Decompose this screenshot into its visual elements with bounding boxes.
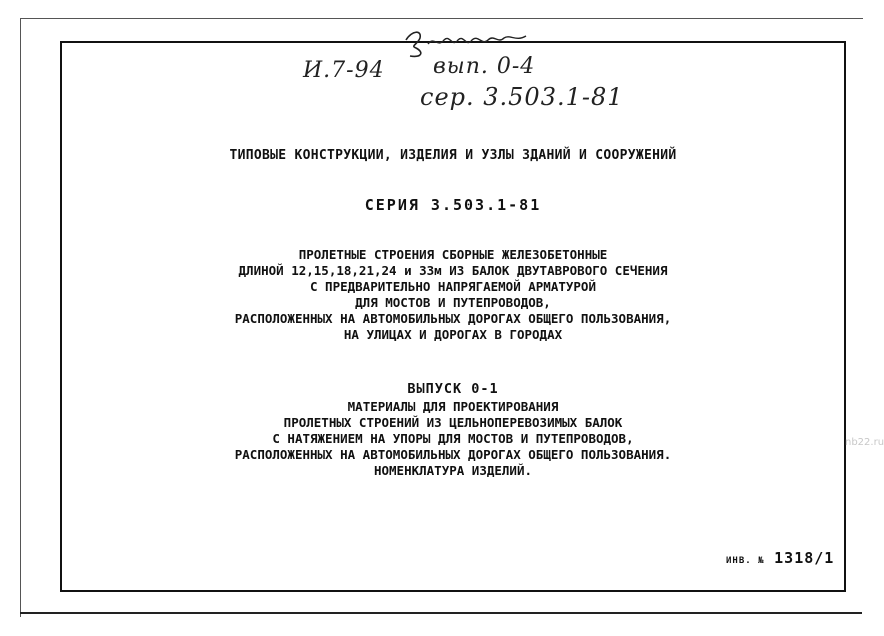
document-title: ТИПОВЫЕ КОНСТРУКЦИИ, ИЗДЕЛИЯ И УЗЛЫ ЗДАНИЙ И СООРУЖЕНИЙ: [229, 148, 677, 163]
issue-line: НОМЕНКЛАТУРА ИЗДЕЛИЙ.: [373, 463, 533, 478]
handwritten-issue-ref: вып. 0-4: [433, 54, 536, 79]
issue-line: МАТЕРИАЛЫ ДЛЯ ПРОЕКТИРОВАНИЯ: [347, 399, 559, 414]
issue-line: ПРОЛЕТНЫХ СТРОЕНИЙ ИЗ ЦЕЛЬНОПЕРЕВОЗИМЫХ БАЛОК: [283, 415, 623, 430]
description-line: ДЛИНОЙ 12,15,18,21,24 и 33м ИЗ БАЛОК ДВУТАВРОВОГО СЕЧЕНИЯ: [238, 263, 668, 278]
handwritten-series-ref: сер. 3.503.1-81: [420, 83, 624, 111]
description-line: ДЛЯ МОСТОВ И ПУТЕПРОВОДОВ,: [355, 295, 551, 310]
issue-code: ВЫПУСК 0-1: [407, 381, 499, 397]
description-block: [60, 247, 846, 343]
inventory-number: [726, 548, 834, 567]
description-line: РАСПОЛОЖЕННЫХ НА АВТОМОБИЛЬНЫХ ДОРОГАХ ОБЩЕГО ПОЛЬЗОВАНИЯ,: [234, 311, 672, 326]
issue-description-block: [60, 399, 846, 479]
issue-line: РАСПОЛОЖЕННЫХ НА АВТОМОБИЛЬНЫХ ДОРОГАХ ОБЩЕГО ПОЛЬЗОВАНИЯ.: [234, 447, 672, 462]
description-line: ПРОЛЕТНЫЕ СТРОЕНИЯ СБОРНЫЕ ЖЕЛЕЗОБЕТОННЫЕ: [298, 247, 608, 262]
description-line: С ПРЕДВАРИТЕЛЬНО НАПРЯГАЕМОЙ АРМАТУРОЙ: [310, 279, 596, 294]
issue-line: С НАТЯЖЕНИЕМ НА УПОРЫ ДЛЯ МОСТОВ И ПУТЕПРОВОДОВ,: [272, 431, 634, 446]
description-line: НА УЛИЦАХ И ДОРОГАХ В ГОРОДАХ: [343, 327, 563, 342]
site-watermark: nb22.ru: [845, 437, 884, 448]
handwritten-catalog-ref: И.7-94: [303, 58, 385, 83]
bottom-edge-line: [20, 612, 862, 614]
series-number: СЕРИЯ 3.503.1-81: [364, 196, 542, 214]
inventory-value: 1318/1: [774, 549, 835, 567]
inventory-label: ИНВ. №: [726, 556, 765, 566]
